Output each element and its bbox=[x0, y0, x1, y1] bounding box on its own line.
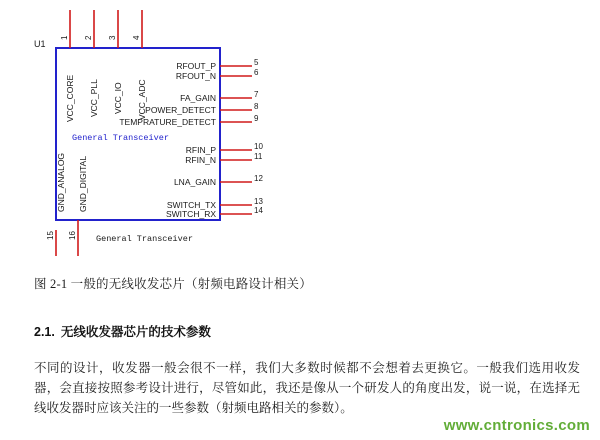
pin-number-7: 7 bbox=[254, 90, 259, 99]
pin-name-lna-gain: LNA_GAIN bbox=[173, 177, 216, 187]
body-paragraph: 不同的设计，收发器一般会很不一样，我们大多数时候都不会想着去更换它。一般我们选用收发器，会直接按照参考设计进行，尽管如此，我还是像从一个研发人的角度出发，说一说，在选择无线收发器时应该关注的一些参数（射频电路相关的参数）。 bbox=[34, 361, 580, 415]
section-heading bbox=[34, 322, 580, 340]
pin-number-4: 4 bbox=[132, 35, 141, 40]
pin-number-13: 13 bbox=[254, 197, 263, 206]
pin-number-2: 2 bbox=[84, 35, 93, 40]
pin-number-5: 5 bbox=[254, 58, 259, 67]
pin-name-switch-rx: SWITCH_RX bbox=[165, 209, 216, 219]
pin-name-temprature-detect: TEMPRATURE_DETECT bbox=[119, 117, 216, 127]
site-watermark: www.cntronics.com bbox=[443, 417, 590, 434]
pin-name-rfout-n: RFOUT_N bbox=[175, 71, 216, 81]
pin-name-vcc-io: VCC_IO bbox=[113, 82, 123, 114]
pin-number-3: 3 bbox=[108, 35, 117, 40]
pin-number-15: 15 bbox=[46, 231, 55, 240]
figure-caption: 图 2-1 一般的无线收发芯片（射频电路设计相关） bbox=[34, 277, 312, 291]
pin-number-14: 14 bbox=[254, 206, 263, 215]
pin-number-11: 11 bbox=[254, 152, 263, 161]
pin-number-10: 10 bbox=[254, 142, 263, 151]
pin-number-6: 6 bbox=[254, 68, 259, 77]
pin-name-power-detect: POWER_DETECT bbox=[145, 105, 216, 115]
pin-number-1: 1 bbox=[60, 35, 69, 40]
block-center-label: General Transceiver bbox=[72, 133, 169, 143]
pin-name-vcc-pll: VCC_PLL bbox=[89, 79, 99, 117]
pin-name-switch-tx: SWITCH_TX bbox=[166, 200, 216, 210]
pin-number-16: 16 bbox=[68, 231, 77, 240]
pin-number-12: 12 bbox=[254, 174, 263, 183]
pin-number-8: 8 bbox=[254, 102, 259, 111]
pin-name-fa-gain: FA_GAIN bbox=[180, 93, 216, 103]
pin-name-rfout-p: RFOUT_P bbox=[176, 61, 216, 71]
pin-number-9: 9 bbox=[254, 114, 259, 123]
pin-name-rfin-p: RFIN_P bbox=[185, 145, 216, 155]
section-number: 2.1. bbox=[34, 325, 55, 339]
ref-designator-label: U1 bbox=[34, 39, 46, 49]
pin-name-rfin-n: RFIN_N bbox=[185, 155, 216, 165]
pin-name-vcc-core: VCC_CORE bbox=[65, 74, 75, 122]
pin-name-gnd-digital: GND_DIGITAL bbox=[78, 155, 88, 212]
pin-name-gnd-analog: GND_ANALOG bbox=[56, 152, 66, 212]
block-bottom-label: General Transceiver bbox=[96, 234, 193, 244]
section-title: 无线收发器芯片的技术参数 bbox=[60, 325, 211, 339]
pin-name-vcc-adc: VCC_ADC bbox=[137, 79, 147, 120]
